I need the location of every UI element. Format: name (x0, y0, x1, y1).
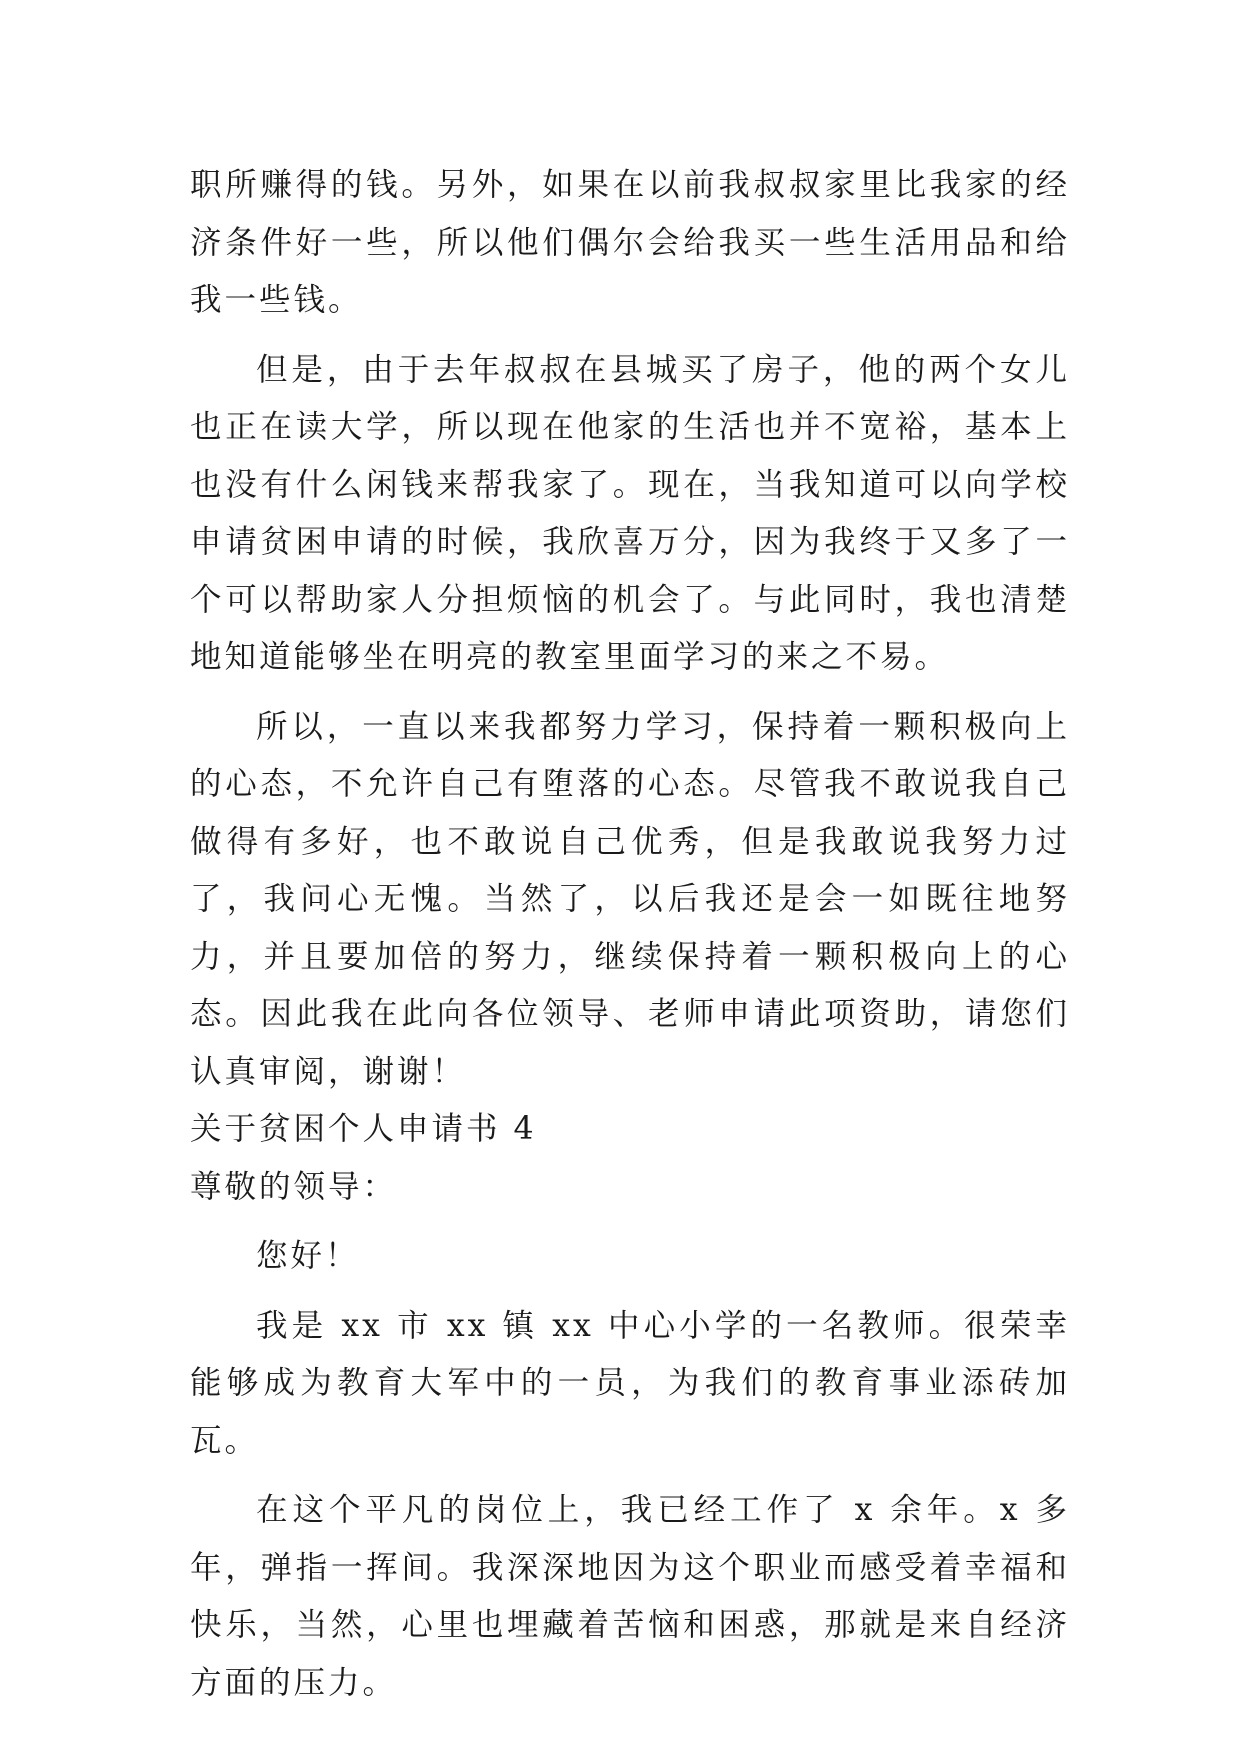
document-body (190, 157, 1070, 1712)
paragraph-continued: 职所赚得的钱。另外，如果在以前我叔叔家里比我家的经济条件好一些，所以他们偶尔会给我买一些生活用品和给我一些钱。 (190, 167, 1070, 318)
greeting: 您好！ (256, 1238, 360, 1274)
section-title: 关于贫困个人申请书 4 (190, 1111, 537, 1147)
salutation: 尊敬的领导： (190, 1168, 398, 1205)
paragraph-introduction: 我是 xx 市 xx 镇 xx 中心小学的一名教师。很荣幸能够成为教育大军中的一员，为我们的教育事业添砖加瓦。 (190, 1307, 1070, 1459)
paragraph-study-hard: 所以，一直以来我都努力学习，保持着一颗积极向上的心态，不允许自己有堕落的心态。尽管我不敢说我自己做得有多好，也不敢说自己优秀，但是我敢说我努力过了，我问心无愧。当然了，以后我还是会一如既往地努力，并且要加倍的努力，继续保持着一颗积极向上的心态。因此我在此向各位领导、老师申请此项资助，请您们认真审阅，谢谢！ (190, 708, 1070, 1090)
paragraph-work-years: 在这个平凡的岗位上，我已经工作了 x 余年。x 多年，弹指一挥间。我深深地因为这个职业而感受着幸福和快乐，当然，心里也埋藏着苦恼和困惑，那就是来自经济方面的压力。 (190, 1492, 1070, 1701)
paragraph-uncle-house: 但是，由于去年叔叔在县城买了房子，他的两个女儿也正在读大学，所以现在他家的生活也并不宽裕，基本上也没有什么闲钱来帮我家了。现在，当我知道可以向学校申请贫困申请的时候，我欣喜万分，因为我终于又多了一个可以帮助家人分担烦恼的机会了。与此同时，我也清楚地知道能够坐在明亮的教室里面学习的来之不易。 (190, 351, 1070, 675)
